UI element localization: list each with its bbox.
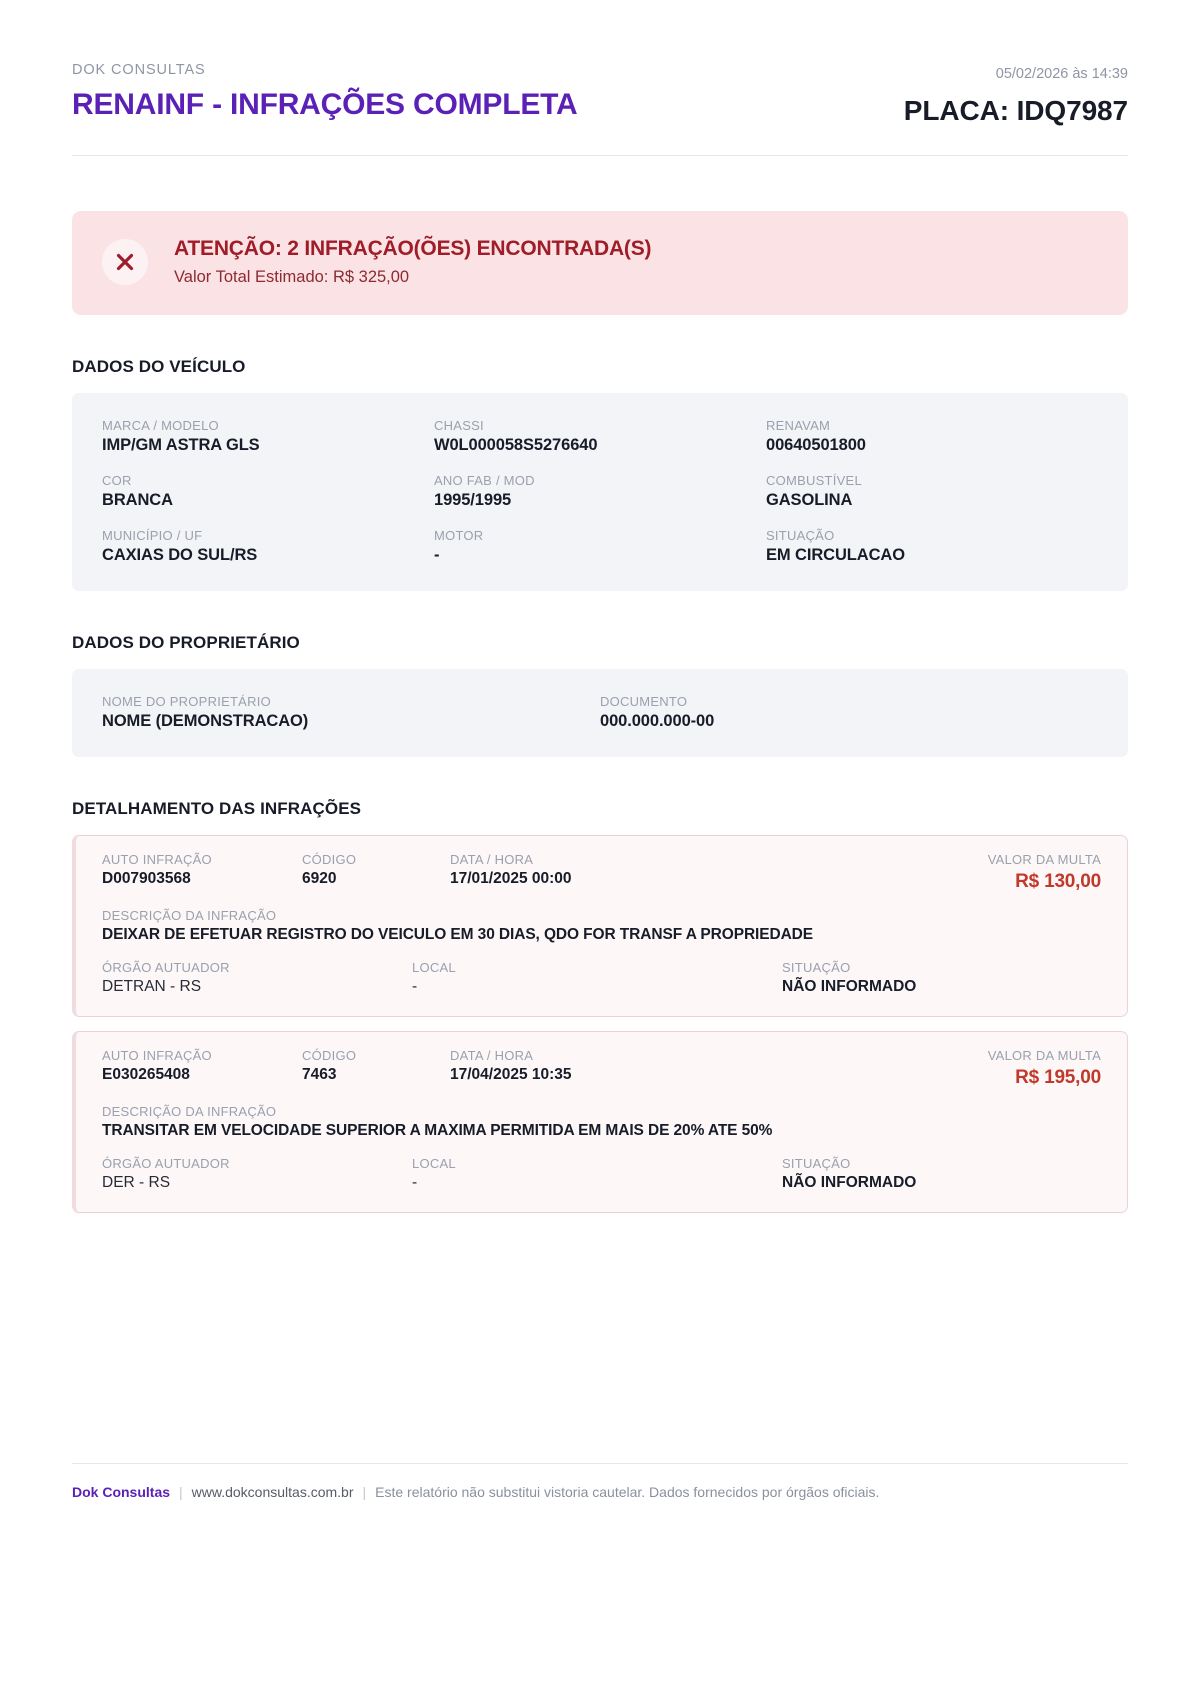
owner-field-grid bbox=[102, 687, 1098, 737]
fine-amount: R$ 130,00 bbox=[1015, 871, 1101, 892]
field-situacao bbox=[766, 521, 1098, 571]
field-value: 17/04/2025 10:35 bbox=[450, 1066, 572, 1083]
status-badge: NÃO INFORMADO bbox=[782, 1174, 917, 1191]
infraction-codigo bbox=[302, 852, 450, 888]
section-title-infractions: DETALHAMENTO DAS INFRAÇÕES bbox=[72, 799, 362, 818]
field-value: DEIXAR DE EFETUAR REGISTRO DO VEICULO EM 30 DIAS, QDO FOR TRANSF A PROPRIEDADE bbox=[102, 926, 814, 943]
field-label: ÓRGÃO AUTUADOR bbox=[102, 960, 230, 975]
field-label: LOCAL bbox=[412, 1156, 456, 1171]
field-label: SITUAÇÃO bbox=[782, 1156, 851, 1171]
infraction-card bbox=[72, 1031, 1128, 1213]
field-value: BRANCA bbox=[102, 491, 173, 509]
field-combustivel bbox=[766, 466, 1098, 516]
status-badge: NÃO INFORMADO bbox=[782, 978, 917, 995]
footer-disclaimer: Este relatório não substitui vistoria cautelar. Dados fornecidos por órgãos oficiais. bbox=[375, 1484, 880, 1500]
field-value: 000.000.000-00 bbox=[600, 712, 715, 730]
field-label: ANO FAB / MOD bbox=[434, 473, 535, 488]
field-value: D007903568 bbox=[102, 870, 191, 887]
field-label: SITUAÇÃO bbox=[782, 960, 851, 975]
infraction-data-hora bbox=[450, 1048, 931, 1084]
field-value: 17/01/2025 00:00 bbox=[450, 870, 572, 887]
field-value: CAXIAS DO SUL/RS bbox=[102, 546, 258, 564]
infraction-meta-row bbox=[102, 960, 1101, 996]
fine-amount: R$ 195,00 bbox=[1015, 1067, 1101, 1088]
section-title-vehicle: DADOS DO VEÍCULO bbox=[72, 357, 246, 376]
field-chassi bbox=[434, 411, 766, 461]
alert-text-block bbox=[174, 237, 651, 287]
header-divider bbox=[72, 155, 1128, 156]
infraction-card bbox=[72, 835, 1128, 1017]
infraction-codigo bbox=[302, 1048, 450, 1084]
field-value: 7463 bbox=[302, 1066, 337, 1083]
infraction-summary-row bbox=[102, 1048, 1101, 1089]
field-nome-proprietario bbox=[102, 687, 600, 737]
alert-subtitle: Valor Total Estimado: R$ 325,00 bbox=[174, 268, 410, 286]
field-label: DESCRIÇÃO DA INFRAÇÃO bbox=[102, 908, 277, 923]
header-left bbox=[72, 62, 578, 121]
report-footer bbox=[72, 1463, 1128, 1500]
field-value: NOME (DEMONSTRACAO) bbox=[102, 712, 309, 730]
page-title: RENAINF - INFRAÇÕES COMPLETA bbox=[72, 88, 578, 121]
field-label: COMBUSTÍVEL bbox=[766, 473, 862, 488]
infraction-description-block bbox=[102, 908, 1101, 944]
field-motor bbox=[434, 521, 766, 571]
footer-website[interactable]: www.dokconsultas.com.br bbox=[191, 1484, 354, 1500]
infraction-valor bbox=[931, 1048, 1101, 1089]
generated-timestamp: 05/02/2026 às 14:39 bbox=[995, 66, 1128, 82]
infraction-description-block bbox=[102, 1104, 1101, 1140]
field-label: NOME DO PROPRIETÁRIO bbox=[102, 694, 271, 709]
field-label: MARCA / MODELO bbox=[102, 418, 219, 433]
field-label: DOCUMENTO bbox=[600, 694, 688, 709]
section-title-owner: DADOS DO PROPRIETÁRIO bbox=[72, 633, 300, 652]
field-value: 1995/1995 bbox=[434, 491, 512, 509]
field-ano-fab-mod bbox=[434, 466, 766, 516]
field-label: DATA / HORA bbox=[450, 1048, 534, 1063]
field-value: TRANSITAR EM VELOCIDADE SUPERIOR A MAXIMA PERMITIDA EM MAIS DE 20% ATE 50% bbox=[102, 1122, 773, 1139]
field-label: DESCRIÇÃO DA INFRAÇÃO bbox=[102, 1104, 277, 1119]
vehicle-field-grid bbox=[102, 411, 1098, 571]
report-header bbox=[72, 0, 1128, 127]
field-label: MUNICÍPIO / UF bbox=[102, 528, 203, 543]
field-label: DATA / HORA bbox=[450, 852, 534, 867]
field-label: CÓDIGO bbox=[302, 852, 357, 867]
footer-separator: | bbox=[362, 1484, 367, 1500]
field-value: GASOLINA bbox=[766, 491, 853, 509]
infraction-situacao bbox=[782, 960, 1101, 996]
field-documento bbox=[600, 687, 1098, 737]
x-mark-icon bbox=[102, 239, 148, 285]
field-label: CÓDIGO bbox=[302, 1048, 357, 1063]
field-label: RENAVAM bbox=[766, 418, 831, 433]
field-value: DETRAN - RS bbox=[102, 978, 202, 995]
brand-name: DOK CONSULTAS bbox=[72, 62, 206, 78]
plate-number: PLACA: IDQ7987 bbox=[903, 95, 1128, 126]
field-label: VALOR DA MULTA bbox=[987, 852, 1101, 867]
infraction-valor bbox=[931, 852, 1101, 893]
infraction-orgao bbox=[102, 1156, 412, 1192]
field-label: SITUAÇÃO bbox=[766, 528, 835, 543]
vehicle-data-panel bbox=[72, 393, 1128, 591]
field-value: - bbox=[412, 978, 418, 995]
alert-banner bbox=[72, 211, 1128, 315]
alert-title: ATENÇÃO: 2 INFRAÇÃO(ÕES) ENCONTRADA(S) bbox=[174, 237, 652, 260]
field-value: E030265408 bbox=[102, 1066, 190, 1083]
field-label: COR bbox=[102, 473, 132, 488]
field-label: AUTO INFRAÇÃO bbox=[102, 1048, 212, 1063]
field-value: DER - RS bbox=[102, 1174, 171, 1191]
infraction-data-hora bbox=[450, 852, 931, 888]
field-label: CHASSI bbox=[434, 418, 484, 433]
owner-data-panel bbox=[72, 669, 1128, 757]
field-label: VALOR DA MULTA bbox=[987, 1048, 1101, 1063]
infraction-local bbox=[412, 960, 782, 996]
infraction-auto bbox=[102, 852, 302, 888]
field-value: - bbox=[434, 546, 440, 564]
field-value: - bbox=[412, 1174, 418, 1191]
infraction-summary-row bbox=[102, 852, 1101, 893]
field-value: 00640501800 bbox=[766, 436, 866, 454]
field-label: AUTO INFRAÇÃO bbox=[102, 852, 212, 867]
field-value: EM CIRCULACAO bbox=[766, 546, 905, 564]
field-value: 6920 bbox=[302, 870, 337, 887]
header-right bbox=[904, 62, 1128, 127]
footer-brand: Dok Consultas bbox=[72, 1484, 171, 1500]
field-label: LOCAL bbox=[412, 960, 456, 975]
field-value: W0L000058S5276640 bbox=[434, 436, 598, 454]
field-label: ÓRGÃO AUTUADOR bbox=[102, 1156, 230, 1171]
field-marca-modelo bbox=[102, 411, 434, 461]
field-cor bbox=[102, 466, 434, 516]
infraction-meta-row bbox=[102, 1156, 1101, 1192]
field-municipio-uf bbox=[102, 521, 434, 571]
footer-separator: | bbox=[179, 1484, 183, 1500]
infraction-local bbox=[412, 1156, 782, 1192]
field-renavam bbox=[766, 411, 1098, 461]
infraction-orgao bbox=[102, 960, 412, 996]
infraction-auto bbox=[102, 1048, 302, 1084]
field-label: MOTOR bbox=[434, 528, 484, 543]
field-value: IMP/GM ASTRA GLS bbox=[102, 436, 260, 454]
infraction-situacao bbox=[782, 1156, 1101, 1192]
